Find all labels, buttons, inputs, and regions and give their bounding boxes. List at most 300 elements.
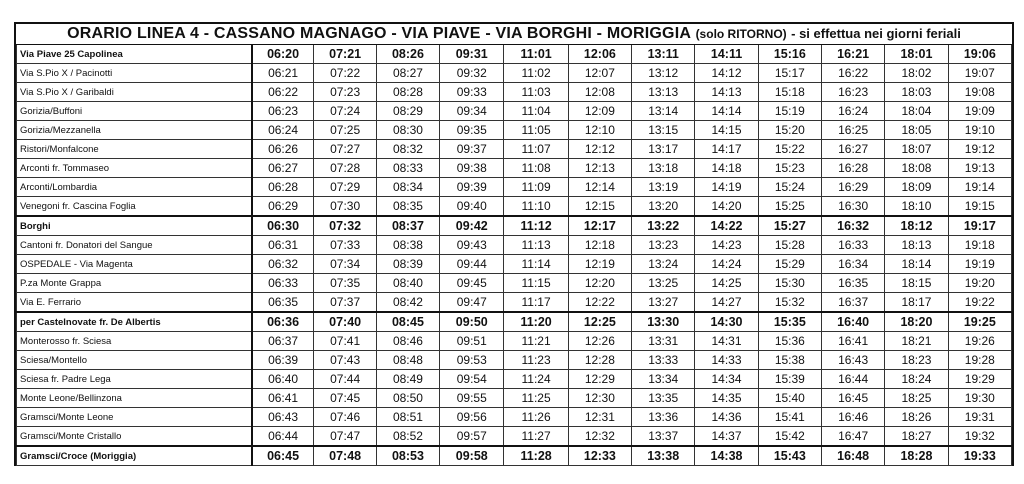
departure-time: 18:14 [885, 255, 948, 274]
departure-time: 14:24 [695, 255, 758, 274]
departure-time: 14:30 [695, 312, 758, 332]
departure-time: 15:25 [758, 197, 821, 217]
departure-time: 07:27 [314, 140, 376, 159]
title-direction-note: (solo RITORNO) [695, 27, 787, 41]
departure-time: 09:56 [440, 408, 504, 427]
departure-time: 11:21 [504, 332, 568, 351]
departure-time: 07:41 [314, 332, 376, 351]
departure-time: 11:23 [504, 351, 568, 370]
departure-time: 16:45 [821, 389, 884, 408]
timetable-row [17, 64, 1012, 83]
departure-time: 13:31 [632, 332, 695, 351]
stop-name: P.za Monte Grappa [17, 274, 252, 293]
departure-time: 07:22 [314, 64, 376, 83]
departure-time: 18:03 [885, 83, 948, 102]
stop-name: Arconti fr. Tommaseo [17, 159, 252, 178]
departure-time: 19:09 [948, 102, 1011, 121]
departure-time: 14:35 [695, 389, 758, 408]
departure-time: 19:20 [948, 274, 1011, 293]
departure-time: 13:20 [632, 197, 695, 217]
departure-time: 14:22 [695, 216, 758, 236]
timetable-grid [16, 45, 1012, 466]
departure-time: 06:30 [252, 216, 314, 236]
departure-time: 06:33 [252, 274, 314, 293]
timetable-row [17, 236, 1012, 255]
departure-time: 14:19 [695, 178, 758, 197]
departure-time: 15:32 [758, 293, 821, 313]
departure-time: 13:25 [632, 274, 695, 293]
stop-name: Via S.Pio X / Garibaldi [17, 83, 252, 102]
departure-time: 12:32 [568, 427, 631, 447]
departure-time: 11:26 [504, 408, 568, 427]
departure-time: 14:34 [695, 370, 758, 389]
departure-time: 09:58 [440, 446, 504, 466]
timetable-title [16, 24, 1012, 45]
departure-time: 08:35 [376, 197, 439, 217]
departure-time: 11:10 [504, 197, 568, 217]
departure-time: 16:41 [821, 332, 884, 351]
departure-time: 08:51 [376, 408, 439, 427]
departure-time: 19:29 [948, 370, 1011, 389]
departure-time: 12:10 [568, 121, 631, 140]
departure-time: 19:18 [948, 236, 1011, 255]
timetable-row [17, 274, 1012, 293]
timetable-row [17, 427, 1012, 447]
departure-time: 06:27 [252, 159, 314, 178]
departure-time: 15:38 [758, 351, 821, 370]
departure-time: 12:29 [568, 370, 631, 389]
departure-time: 06:35 [252, 293, 314, 313]
departure-time: 15:41 [758, 408, 821, 427]
departure-time: 09:53 [440, 351, 504, 370]
departure-time: 18:13 [885, 236, 948, 255]
departure-time: 09:51 [440, 332, 504, 351]
departure-time: 18:08 [885, 159, 948, 178]
departure-time: 16:21 [821, 45, 884, 64]
departure-time: 16:27 [821, 140, 884, 159]
departure-time: 15:28 [758, 236, 821, 255]
departure-time: 15:16 [758, 45, 821, 64]
departure-time: 19:07 [948, 64, 1011, 83]
departure-time: 16:22 [821, 64, 884, 83]
departure-time: 18:23 [885, 351, 948, 370]
departure-time: 07:32 [314, 216, 376, 236]
departure-time: 08:39 [376, 255, 439, 274]
departure-time: 12:14 [568, 178, 631, 197]
departure-time: 11:13 [504, 236, 568, 255]
departure-time: 08:30 [376, 121, 439, 140]
departure-time: 13:19 [632, 178, 695, 197]
stop-name: Gorizia/Mezzanella [17, 121, 252, 140]
departure-time: 07:28 [314, 159, 376, 178]
departure-time: 06:37 [252, 332, 314, 351]
departure-time: 09:43 [440, 236, 504, 255]
timetable-row [17, 121, 1012, 140]
timetable-row [17, 178, 1012, 197]
departure-time: 08:29 [376, 102, 439, 121]
departure-time: 14:11 [695, 45, 758, 64]
departure-time: 07:35 [314, 274, 376, 293]
timetable-row [17, 83, 1012, 102]
departure-time: 06:23 [252, 102, 314, 121]
stop-name: Via E. Ferrario [17, 293, 252, 313]
departure-time: 18:24 [885, 370, 948, 389]
stop-name: Via S.Pio X / Pacinotti [17, 64, 252, 83]
departure-time: 16:33 [821, 236, 884, 255]
departure-time: 13:35 [632, 389, 695, 408]
departure-time: 14:25 [695, 274, 758, 293]
departure-time: 08:26 [376, 45, 439, 64]
departure-time: 15:39 [758, 370, 821, 389]
stop-name: Gramsci/Monte Cristallo [17, 427, 252, 447]
departure-time: 15:30 [758, 274, 821, 293]
departure-time: 19:14 [948, 178, 1011, 197]
timetable-row [17, 159, 1012, 178]
departure-time: 14:17 [695, 140, 758, 159]
departure-time: 14:14 [695, 102, 758, 121]
departure-time: 16:44 [821, 370, 884, 389]
departure-time: 09:47 [440, 293, 504, 313]
departure-time: 16:40 [821, 312, 884, 332]
timetable-row [17, 446, 1012, 466]
departure-time: 07:44 [314, 370, 376, 389]
departure-time: 18:15 [885, 274, 948, 293]
departure-time: 06:20 [252, 45, 314, 64]
departure-time: 08:27 [376, 64, 439, 83]
departure-time: 06:39 [252, 351, 314, 370]
departure-time: 09:55 [440, 389, 504, 408]
departure-time: 13:22 [632, 216, 695, 236]
departure-time: 07:48 [314, 446, 376, 466]
departure-time: 15:40 [758, 389, 821, 408]
departure-time: 14:13 [695, 83, 758, 102]
departure-time: 15:27 [758, 216, 821, 236]
departure-time: 06:28 [252, 178, 314, 197]
departure-time: 13:33 [632, 351, 695, 370]
departure-time: 06:36 [252, 312, 314, 332]
departure-time: 08:40 [376, 274, 439, 293]
departure-time: 06:44 [252, 427, 314, 447]
departure-time: 15:17 [758, 64, 821, 83]
departure-time: 09:50 [440, 312, 504, 332]
departure-time: 08:49 [376, 370, 439, 389]
departure-time: 19:22 [948, 293, 1011, 313]
departure-time: 07:25 [314, 121, 376, 140]
departure-time: 18:12 [885, 216, 948, 236]
departure-time: 13:11 [632, 45, 695, 64]
departure-time: 14:38 [695, 446, 758, 466]
departure-time: 08:50 [376, 389, 439, 408]
departure-time: 16:23 [821, 83, 884, 102]
stop-name: Via Piave 25 Capolinea [17, 45, 252, 64]
departure-time: 09:44 [440, 255, 504, 274]
departure-time: 13:24 [632, 255, 695, 274]
departure-time: 12:31 [568, 408, 631, 427]
departure-time: 09:37 [440, 140, 504, 159]
timetable-row [17, 45, 1012, 64]
departure-time: 06:40 [252, 370, 314, 389]
departure-time: 08:37 [376, 216, 439, 236]
departure-time: 18:04 [885, 102, 948, 121]
departure-time: 13:23 [632, 236, 695, 255]
departure-time: 07:21 [314, 45, 376, 64]
departure-time: 06:24 [252, 121, 314, 140]
departure-time: 14:31 [695, 332, 758, 351]
departure-time: 15:36 [758, 332, 821, 351]
departure-time: 13:13 [632, 83, 695, 102]
departure-time: 12:17 [568, 216, 631, 236]
timetable-row [17, 312, 1012, 332]
departure-time: 11:28 [504, 446, 568, 466]
timetable-row [17, 293, 1012, 313]
departure-time: 16:25 [821, 121, 884, 140]
departure-time: 18:17 [885, 293, 948, 313]
departure-time: 16:47 [821, 427, 884, 447]
departure-time: 18:26 [885, 408, 948, 427]
departure-time: 14:18 [695, 159, 758, 178]
departure-time: 08:34 [376, 178, 439, 197]
departure-time: 18:25 [885, 389, 948, 408]
departure-time: 06:21 [252, 64, 314, 83]
departure-time: 18:20 [885, 312, 948, 332]
departure-time: 11:04 [504, 102, 568, 121]
departure-time: 13:37 [632, 427, 695, 447]
departure-time: 19:12 [948, 140, 1011, 159]
stop-name: Monterosso fr. Sciesa [17, 332, 252, 351]
departure-time: 12:20 [568, 274, 631, 293]
departure-time: 13:30 [632, 312, 695, 332]
departure-time: 18:01 [885, 45, 948, 64]
departure-time: 11:12 [504, 216, 568, 236]
departure-time: 19:17 [948, 216, 1011, 236]
departure-time: 07:40 [314, 312, 376, 332]
departure-time: 15:19 [758, 102, 821, 121]
departure-time: 16:29 [821, 178, 884, 197]
timetable-row [17, 197, 1012, 217]
departure-time: 06:26 [252, 140, 314, 159]
departure-time: 09:45 [440, 274, 504, 293]
departure-time: 09:42 [440, 216, 504, 236]
timetable-row [17, 332, 1012, 351]
departure-time: 15:18 [758, 83, 821, 102]
departure-time: 19:32 [948, 427, 1011, 447]
departure-time: 11:17 [504, 293, 568, 313]
stop-name: Sciesa fr. Padre Lega [17, 370, 252, 389]
departure-time: 06:43 [252, 408, 314, 427]
timetable-row [17, 102, 1012, 121]
departure-time: 08:33 [376, 159, 439, 178]
departure-time: 09:39 [440, 178, 504, 197]
departure-time: 13:36 [632, 408, 695, 427]
departure-time: 11:20 [504, 312, 568, 332]
departure-time: 11:05 [504, 121, 568, 140]
departure-time: 16:37 [821, 293, 884, 313]
departure-time: 12:08 [568, 83, 631, 102]
departure-time: 12:09 [568, 102, 631, 121]
departure-time: 13:27 [632, 293, 695, 313]
departure-time: 07:43 [314, 351, 376, 370]
departure-time: 12:22 [568, 293, 631, 313]
departure-time: 07:23 [314, 83, 376, 102]
departure-time: 12:07 [568, 64, 631, 83]
stop-name: per Castelnovate fr. De Albertis [17, 312, 252, 332]
departure-time: 12:15 [568, 197, 631, 217]
departure-time: 15:24 [758, 178, 821, 197]
departure-time: 13:38 [632, 446, 695, 466]
departure-time: 11:15 [504, 274, 568, 293]
departure-time: 11:08 [504, 159, 568, 178]
departure-time: 16:43 [821, 351, 884, 370]
departure-time: 15:42 [758, 427, 821, 447]
departure-time: 08:52 [376, 427, 439, 447]
departure-time: 19:31 [948, 408, 1011, 427]
departure-time: 18:07 [885, 140, 948, 159]
timetable-row [17, 255, 1012, 274]
stop-name: Gramsci/Croce (Moriggia) [17, 446, 252, 466]
departure-time: 09:34 [440, 102, 504, 121]
departure-time: 11:25 [504, 389, 568, 408]
departure-time: 12:33 [568, 446, 631, 466]
stop-name: Arconti/Lombardia [17, 178, 252, 197]
departure-time: 09:57 [440, 427, 504, 447]
departure-time: 13:14 [632, 102, 695, 121]
departure-time: 11:09 [504, 178, 568, 197]
stop-name: OSPEDALE - Via Magenta [17, 255, 252, 274]
departure-time: 07:24 [314, 102, 376, 121]
departure-time: 07:34 [314, 255, 376, 274]
departure-time: 14:33 [695, 351, 758, 370]
departure-time: 19:25 [948, 312, 1011, 332]
departure-time: 15:20 [758, 121, 821, 140]
departure-time: 12:28 [568, 351, 631, 370]
stop-name: Monte Leone/Bellinzona [17, 389, 252, 408]
departure-time: 11:24 [504, 370, 568, 389]
departure-time: 13:15 [632, 121, 695, 140]
departure-time: 08:28 [376, 83, 439, 102]
departure-time: 19:28 [948, 351, 1011, 370]
timetable-sheet [14, 22, 1014, 466]
departure-time: 06:45 [252, 446, 314, 466]
departure-time: 18:27 [885, 427, 948, 447]
departure-time: 06:41 [252, 389, 314, 408]
departure-time: 15:22 [758, 140, 821, 159]
timetable-row [17, 140, 1012, 159]
departure-time: 14:37 [695, 427, 758, 447]
title-service-days: - si effettua nei giorni feriali [791, 26, 961, 41]
departure-time: 06:22 [252, 83, 314, 102]
stop-name: Gorizia/Buffoni [17, 102, 252, 121]
departure-time: 13:12 [632, 64, 695, 83]
departure-time: 08:48 [376, 351, 439, 370]
departure-time: 16:46 [821, 408, 884, 427]
departure-time: 19:15 [948, 197, 1011, 217]
departure-time: 07:29 [314, 178, 376, 197]
departure-time: 12:30 [568, 389, 631, 408]
departure-time: 07:37 [314, 293, 376, 313]
departure-time: 09:35 [440, 121, 504, 140]
departure-time: 15:29 [758, 255, 821, 274]
departure-time: 19:10 [948, 121, 1011, 140]
departure-time: 12:25 [568, 312, 631, 332]
departure-time: 15:23 [758, 159, 821, 178]
departure-time: 14:36 [695, 408, 758, 427]
departure-time: 16:24 [821, 102, 884, 121]
departure-time: 08:53 [376, 446, 439, 466]
departure-time: 12:19 [568, 255, 631, 274]
departure-time: 16:28 [821, 159, 884, 178]
departure-time: 09:33 [440, 83, 504, 102]
departure-time: 16:35 [821, 274, 884, 293]
departure-time: 14:20 [695, 197, 758, 217]
departure-time: 19:33 [948, 446, 1011, 466]
departure-time: 08:46 [376, 332, 439, 351]
departure-time: 06:29 [252, 197, 314, 217]
departure-time: 07:46 [314, 408, 376, 427]
departure-time: 14:12 [695, 64, 758, 83]
departure-time: 19:30 [948, 389, 1011, 408]
stop-name: Ristori/Monfalcone [17, 140, 252, 159]
departure-time: 11:14 [504, 255, 568, 274]
departure-time: 14:27 [695, 293, 758, 313]
departure-time: 11:07 [504, 140, 568, 159]
title-main: ORARIO LINEA 4 - CASSANO MAGNAGO - VIA PIAVE - VIA BORGHI - MORIGGIA [67, 25, 692, 42]
departure-time: 12:12 [568, 140, 631, 159]
departure-time: 19:26 [948, 332, 1011, 351]
departure-time: 16:48 [821, 446, 884, 466]
departure-time: 06:31 [252, 236, 314, 255]
departure-time: 11:27 [504, 427, 568, 447]
departure-time: 14:23 [695, 236, 758, 255]
departure-time: 09:31 [440, 45, 504, 64]
departure-time: 08:32 [376, 140, 439, 159]
departure-time: 18:10 [885, 197, 948, 217]
departure-time: 06:32 [252, 255, 314, 274]
departure-time: 15:43 [758, 446, 821, 466]
departure-time: 12:26 [568, 332, 631, 351]
departure-time: 15:35 [758, 312, 821, 332]
departure-time: 16:34 [821, 255, 884, 274]
departure-time: 12:13 [568, 159, 631, 178]
departure-time: 09:38 [440, 159, 504, 178]
departure-time: 11:03 [504, 83, 568, 102]
timetable-row [17, 370, 1012, 389]
departure-time: 11:02 [504, 64, 568, 83]
stop-name: Borghi [17, 216, 252, 236]
departure-time: 07:30 [314, 197, 376, 217]
departure-time: 14:15 [695, 121, 758, 140]
timetable-row [17, 408, 1012, 427]
stop-name: Gramsci/Monte Leone [17, 408, 252, 427]
departure-time: 18:28 [885, 446, 948, 466]
departure-time: 18:09 [885, 178, 948, 197]
departure-time: 16:32 [821, 216, 884, 236]
stop-name: Venegoni fr. Cascina Foglia [17, 197, 252, 217]
departure-time: 07:45 [314, 389, 376, 408]
departure-time: 09:40 [440, 197, 504, 217]
departure-time: 18:21 [885, 332, 948, 351]
stop-name: Sciesa/Montello [17, 351, 252, 370]
departure-time: 08:42 [376, 293, 439, 313]
departure-time: 19:08 [948, 83, 1011, 102]
departure-time: 13:34 [632, 370, 695, 389]
departure-time: 12:18 [568, 236, 631, 255]
departure-time: 08:38 [376, 236, 439, 255]
departure-time: 18:02 [885, 64, 948, 83]
stop-name: Cantoni fr. Donatori del Sangue [17, 236, 252, 255]
departure-time: 16:30 [821, 197, 884, 217]
departure-time: 19:19 [948, 255, 1011, 274]
departure-time: 13:17 [632, 140, 695, 159]
